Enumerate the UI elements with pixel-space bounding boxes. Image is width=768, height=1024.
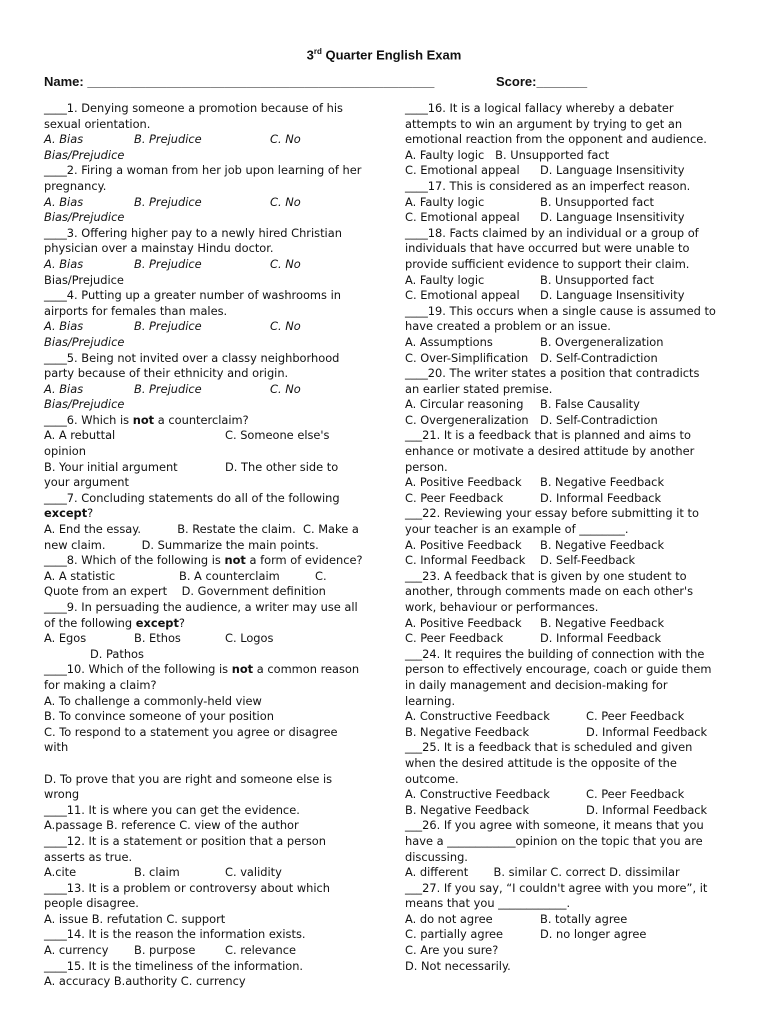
score-field-label: Score:_______ xyxy=(496,74,588,89)
question-26: ___26. If you agree with someone, it means that you have a ____________opinion on the topic that you are discussing. A. different B. similar C. correct D. dissimilar xyxy=(405,818,704,880)
question-5: ____5. Being not invited over a classy neighborhood party because of their ethnicity and origin. A. Bias B. Prejudice C. No Bias/Prejudice xyxy=(44,350,340,412)
question-3: ____3. Offering higher pay to a newly hired Christian physician over a mainstay Hindu doctor. A. Bias B. Prejudice C. No Bias/Prejudice xyxy=(44,225,342,287)
question-16: ____16. It is a logical fallacy whereby a debater attempts to win an argument by trying to get an emotional reaction from the opponent and audience. A. Faulty logic B. Unsupported fact C. Emotional appeal D. Language Insensitivity xyxy=(405,101,707,178)
question-7: ____7. Concluding statements do all of the following except? A. End the essay. B. Restate the claim. C. Make a new claim. D. Summarize the main points. xyxy=(44,490,359,552)
question-19: ____19. This occurs when a single cause is assumed to have created a problem or an issue. A. Assumptions B. Overgeneralization C. Over-Simplification D. Self-Contradiction xyxy=(405,303,716,365)
right-column xyxy=(405,101,717,974)
question-25: ___25. It is a feedback that is scheduled and given when the desired attitude is the opposite of the outcome. A. Constructive Feedback C. Peer Feedback B. Negative Feedback D. Informal Feedback xyxy=(405,740,708,817)
question-11: ____11. It is where you can get the evidence. A.passage B. reference C. view of the author xyxy=(44,802,300,833)
question-13: ____13. It is a problem or controversy about which people disagree. A. issue B. refutation C. support xyxy=(44,880,331,926)
question-10: ____10. Which of the following is not a common reason for making a claim? A. To challenge a commonly-held view B. To convince someone of your position C. To respond to a statement you agree or disagree with D. To prove that you are right and someone else is wrong xyxy=(44,662,360,802)
question-1: ____1. Denying someone a promotion because of his sexual orientation. A. Bias B. Prejudice C. No Bias/Prejudice xyxy=(44,101,343,162)
question-14: ____14. It is the reason the information exists. A. currency B. purpose C. relevance xyxy=(44,927,306,958)
question-17: ____17. This is considered as an imperfect reason. A. Faulty logic B. Unsupported fact C. Emotional appeal D. Language Insensitivity xyxy=(405,178,691,225)
exam-title: 3rd Quarter English Exam xyxy=(306,47,462,63)
question-22: ___22. Reviewing your essay before submitting it to your teacher is an example of ________. A. Positive Feedback B. Negative Feedback C. Informal Feedback D. Self-Feedback xyxy=(405,506,699,568)
question-15: ____15. It is the timeliness of the information. A. accuracy B.authority C. currency xyxy=(44,958,304,989)
left-column xyxy=(44,101,364,990)
question-4: ____4. Putting up a greater number of washrooms in airports for females than males. A. Bias B. Prejudice C. No Bias/Prejudice xyxy=(44,288,341,349)
question-18: ____18. Facts claimed by an individual or a group of individuals that have occurred but were unable to provide sufficient evidence to support their claim. A. Faulty logic B. Unsupported fact C. Emotional appeal D. Language Insensitivity xyxy=(405,225,699,303)
question-27: ___27. If you say, “I couldn't agree with you more”, it means that you ____________. A. do not agree B. totally agree C. partially agree D. no longer agree C. Are you sure? D. Not necessarily. xyxy=(405,880,708,973)
question-2: ____2. Firing a woman from her job upon learning of her pregnancy. A. Bias B. Prejudice C. No Bias/Prejudice xyxy=(44,163,362,225)
question-24: ___24. It requires the building of connection with the person to effectively encourage, coach or guide them in daily management and decision-making for learning. A. Constructive Feedback C. Peer Feedback B. Negative Feedback D. Informal Feedback xyxy=(405,646,712,739)
question-8: ____8. Which of the following is not a form of evidence? A. A statistic B. A counterclaim C. Quote from an expert D. Government definition xyxy=(44,553,363,599)
question-9: ____9. In persuading the audience, a writer may use all of the following except? A. Egos B. Ethos C. Logos D. Pathos xyxy=(44,600,358,661)
question-20: ____20. The writer states a position that contradicts an earlier stated premise. A. Circular reasoning B. False Causality C. Overgeneralization D. Self-Contradiction xyxy=(405,366,700,427)
question-12: ____12. It is a statement or position that a person asserts as true. A.cite B. claim C. validity xyxy=(44,833,326,880)
question-6: ____6. Which is not a counterclaim? A. A rebuttal C. Someone else's opinion B. Your initial argument D. The other side to your argument xyxy=(44,412,339,490)
name-field-label: Name: ________________________________________________ xyxy=(44,74,435,89)
question-21: ___21. It is a feedback that is planned and aims to enhance or motivate a desired attitude by another person. A. Positive Feedback B. Negative Feedback C. Peer Feedback D. Informal Feedback xyxy=(405,428,695,505)
question-23: ___23. A feedback that is given by one student to another, through comments made on each other's work, behaviour or performances. A. Positive Feedback B. Negative Feedback C. Peer Feedback D. Informal Feedback xyxy=(405,568,694,646)
